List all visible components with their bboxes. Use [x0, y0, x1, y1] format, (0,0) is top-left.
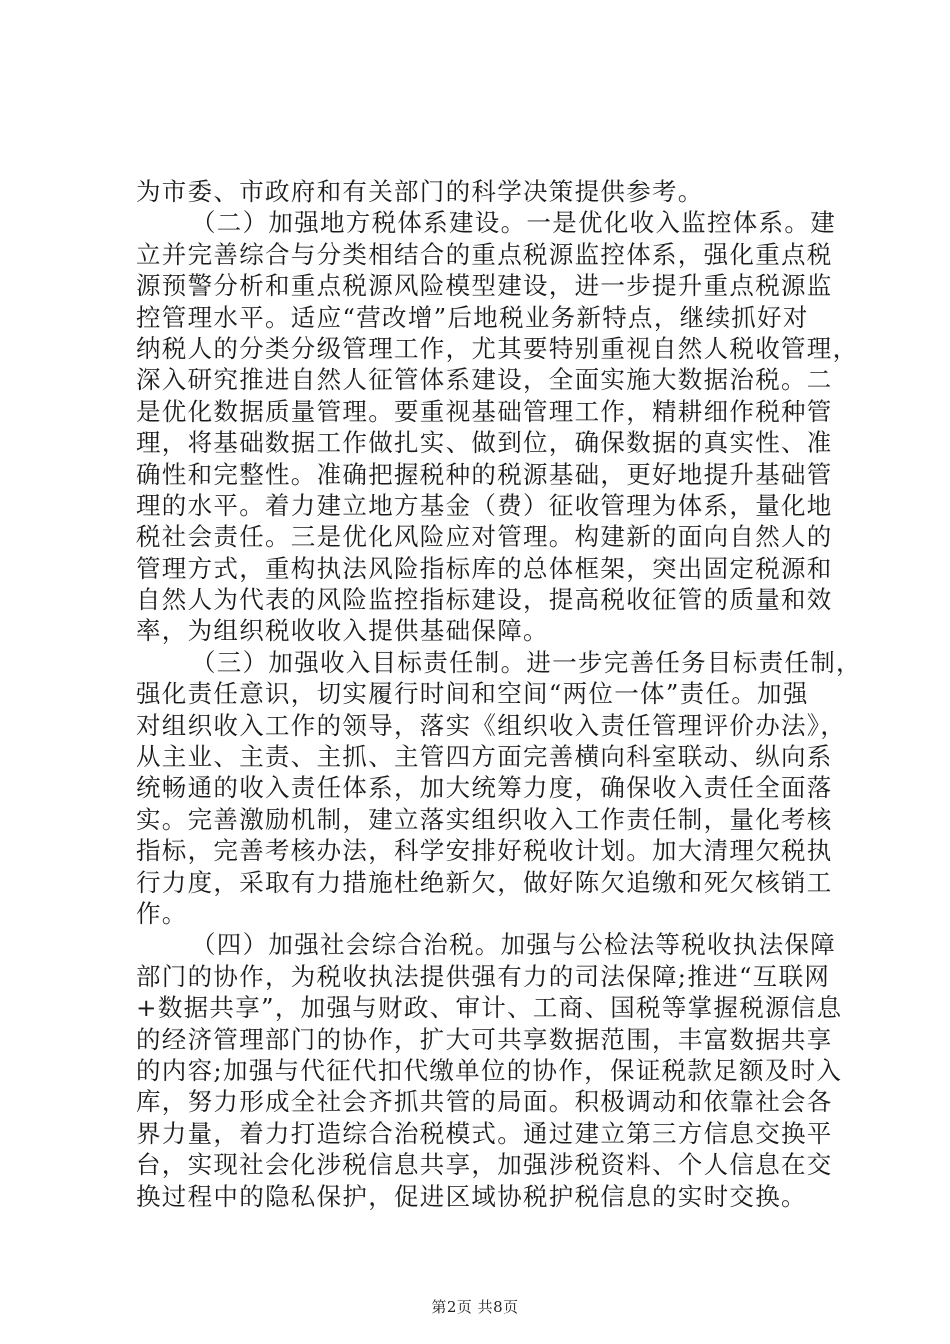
text-line: 自然人为代表的风险监控指标建设，提高税收征管的质量和效 [136, 585, 833, 615]
text-line: 的经济管理部门的协作，扩大可共享数据范围，丰富数据共享 [136, 1024, 833, 1054]
text-line: 立并完善综合与分类相结合的重点税源监控体系，强化重点税 [136, 239, 833, 269]
text-line: 对组织收入工作的领导，落实《组织收入责任管理评价办法》， [136, 710, 847, 740]
text-line: 为市委、市政府和有关部门的科学决策提供参考。 [136, 177, 704, 206]
text-line: 行力度，采取有力措施杜绝新欠，做好陈欠追缴和死欠核销工 [136, 867, 833, 897]
text-line: 是优化数据质量管理。要重视基础管理工作，精耕细作税种管 [136, 396, 833, 426]
text-line: （四）加强社会综合治税。加强与公检法等税收执法保障 [191, 930, 836, 960]
text-line: 理，将基础数据工作做扎实、做到位，确保数据的真实性、准 [136, 428, 833, 458]
text-line: 换过程中的隐私保护，促进区域协税护税信息的实时交换。 [136, 1181, 807, 1211]
text-line: 实。完善激励机制，建立落实组织收入工作责任制，量化考核 [136, 804, 833, 834]
text-line: 指标，完善考核办法，科学安排好税收计划。加大清理欠税执 [136, 836, 833, 866]
text-line: 管理方式，重构执法风险指标库的总体框架，突出固定税源和 [136, 553, 833, 583]
text-line: 作。 [136, 898, 188, 928]
text-line: 界力量，着力打造综合治税模式。通过建立第三方信息交换平 [136, 1118, 833, 1148]
text-line: 统畅通的收入责任体系，加大统筹力度，确保收入责任全面落 [136, 773, 833, 803]
text-line: （三）加强收入目标责任制。进一步完善任务目标责任制， [191, 647, 862, 677]
text-line: +数据共享”，加强与财政、审计、工商、国税等掌握税源信息 [136, 993, 843, 1023]
text-line: 控管理水平。适应“营改增”后地税业务新特点，继续抓好对 [136, 302, 809, 332]
text-line: （二）加强地方税体系建设。一是优化收入监控体系。建 [191, 208, 836, 238]
text-line: 税社会责任。三是优化风险应对管理。构建新的面向自然人的 [136, 522, 833, 552]
text-line: 库，努力形成全社会齐抓共管的局面。积极调动和依靠社会各 [136, 1087, 833, 1117]
text-line: 的内容;加强与代征代扣代缴单位的协作，保证税款足额及时入 [136, 1055, 843, 1085]
text-line: 理的水平。着力建立地方基金（费）征收管理为体系，量化地 [136, 490, 833, 520]
text-line: 深入研究推进自然人征管体系建设，全面实施大数据治税。二 [136, 365, 833, 395]
text-line: 从主业、主责、主抓、主管四方面完善横向科室联动、纵向系 [136, 742, 833, 772]
text-line: 源预警分析和重点税源风险模型建设，进一步提升重点税源监 [136, 271, 833, 301]
body-text [136, 176, 862, 1212]
text-line: 台，实现社会化涉税信息共享，加强涉税资料、个人信息在交 [136, 1150, 833, 1180]
page-footer: 第2页 共8页 [431, 1298, 519, 1316]
text-line: 强化责任意识，切实履行时间和空间“两位一体”责任。加强 [136, 679, 809, 709]
text-line: 率，为组织税收收入提供基础保障。 [136, 616, 549, 646]
text-line: 纳税人的分类分级管理工作，尤其要特别重视自然人税收管理， [136, 333, 859, 363]
text-line: 部门的协作，为税收执法提供强有力的司法保障;推进“互联网 [136, 961, 831, 991]
text-line: 确性和完整性。准确把握税种的税源基础，更好地提升基础管 [136, 459, 833, 489]
